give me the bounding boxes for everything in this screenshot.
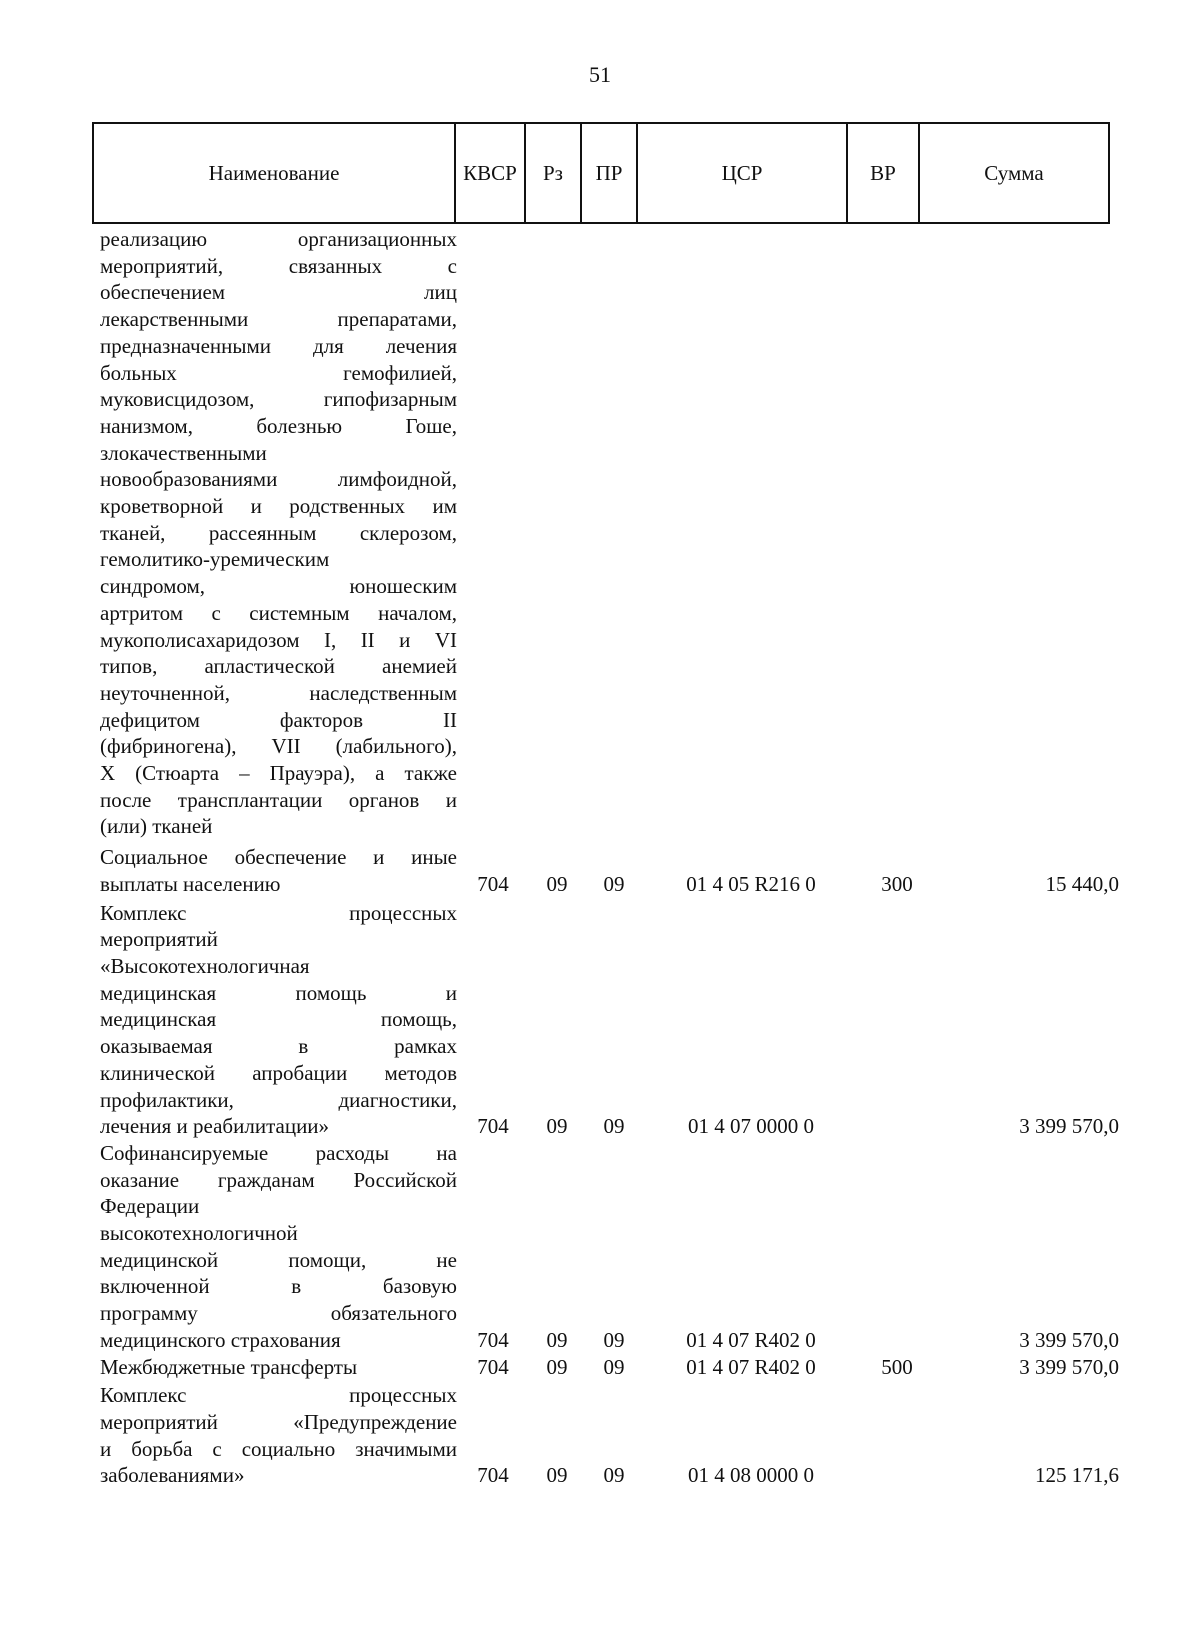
row-name xyxy=(92,1140,457,1354)
row-kvsr: 704 xyxy=(477,871,509,896)
row-name-line: кроветворной и родственных им xyxy=(100,494,457,519)
table-row xyxy=(92,1140,1142,1354)
row-name-line: новообразованиями лимфоидной, xyxy=(100,467,457,492)
row-sum: 3 399 570,0 xyxy=(1019,1354,1119,1379)
row-csr: 01 4 07 0000 0 xyxy=(688,1114,814,1139)
row-kvsr: 704 xyxy=(477,1114,509,1139)
row-name-line: мероприятий «Предупреждение xyxy=(100,1409,457,1434)
row-name-line: муковисцидозом, гипофизарным xyxy=(100,387,457,412)
row-name xyxy=(92,226,457,840)
header-csr: ЦСР xyxy=(637,123,847,223)
row-name-line: медицинская помощь, xyxy=(100,1007,457,1032)
header-name: Наименование xyxy=(93,123,455,223)
row-name-line: дефицитом факторов II xyxy=(100,707,457,732)
row-sum: 3 399 570,0 xyxy=(1019,1114,1119,1139)
row-name-line: «Высокотехнологичная xyxy=(100,953,310,978)
row-pr: 09 xyxy=(603,1114,625,1139)
row-name xyxy=(92,1382,457,1489)
row-name xyxy=(92,900,457,1140)
row-name-line: выплаты населению xyxy=(100,871,281,896)
row-name-line: мероприятий xyxy=(100,927,218,952)
row-sum: 3 399 570,0 xyxy=(1019,1327,1119,1352)
row-name xyxy=(92,844,457,897)
header-rz: Рз xyxy=(525,123,581,223)
row-name-line: гемолитико-уремическим xyxy=(100,547,330,572)
row-name-line: предназначенными для лечения xyxy=(100,333,457,358)
row-name xyxy=(92,1354,457,1381)
row-vr: 300 xyxy=(881,871,913,896)
row-name-line: программу обязательного xyxy=(100,1301,457,1326)
row-name-line: тканей, рассеянным склерозом, xyxy=(100,520,457,545)
row-name-line: медицинской помощи, не xyxy=(100,1247,457,1272)
table-header xyxy=(92,122,1110,224)
header-kvsr: КВСР xyxy=(455,123,525,223)
row-name-line: лекарственными препаратами, xyxy=(100,307,457,332)
row-name-line: нанизмом, болезнью Гоше, xyxy=(100,413,457,438)
row-pr: 09 xyxy=(603,871,625,896)
row-name-line: реализацию организационных xyxy=(100,227,457,251)
table-row xyxy=(92,844,1142,897)
row-rz: 09 xyxy=(546,1354,568,1379)
row-name-line: обеспечением лиц xyxy=(100,280,457,305)
row-name-line: артритом с системным началом, xyxy=(100,600,457,625)
row-name-line: больных гемофилией, xyxy=(100,360,457,385)
header-sum: Сумма xyxy=(919,123,1109,223)
row-rz: 09 xyxy=(546,1327,568,1352)
row-name-line: Межбюджетные трансферты xyxy=(100,1354,358,1379)
row-name-line: включенной в базовую xyxy=(100,1274,457,1299)
row-name-line: злокачественными xyxy=(100,440,267,465)
row-rz: 09 xyxy=(546,1114,568,1139)
row-name-line: и борьба с социально значимыми xyxy=(100,1436,457,1461)
row-name-line: лечения и реабилитации» xyxy=(100,1114,330,1139)
header-vr: ВР xyxy=(847,123,919,223)
row-kvsr: 704 xyxy=(477,1354,509,1379)
row-pr: 09 xyxy=(603,1354,625,1379)
table-row xyxy=(92,900,1142,1140)
row-name-line: X (Стюарта – Прауэра), а также xyxy=(100,761,457,786)
row-csr: 01 4 05 R216 0 xyxy=(686,871,816,896)
row-name-line: типов, апластической анемией xyxy=(100,654,457,679)
row-csr: 01 4 08 0000 0 xyxy=(688,1463,814,1488)
row-vr: 500 xyxy=(881,1354,913,1379)
table-row xyxy=(92,226,1142,840)
row-name-line: заболеваниями» xyxy=(100,1463,245,1488)
row-name-line: Федерации xyxy=(100,1194,200,1219)
header-pr: ПР xyxy=(581,123,637,223)
row-name-line: мукополисахаридозом I, II и VI xyxy=(100,627,457,652)
row-pr: 09 xyxy=(603,1327,625,1352)
row-name-line: оказываемая в рамках xyxy=(100,1034,457,1059)
row-name-line: после трансплантации органов и xyxy=(100,787,457,812)
row-name-line: медицинского страхования xyxy=(100,1327,341,1352)
row-name-line: высокотехнологичной xyxy=(100,1221,298,1246)
row-name-line: (или) тканей xyxy=(100,814,213,839)
row-csr: 01 4 07 R402 0 xyxy=(686,1327,816,1352)
row-kvsr: 704 xyxy=(477,1327,509,1352)
row-rz: 09 xyxy=(546,871,568,896)
row-name-line: (фибриногена), VII (лабильного), xyxy=(100,734,457,759)
row-name-line: неуточненной, наследственным xyxy=(100,680,457,705)
row-name-line: профилактики, диагностики, xyxy=(100,1087,457,1112)
row-name-line: Социальное обеспечение и иные xyxy=(100,845,457,870)
table-body xyxy=(92,226,1142,1489)
row-pr: 09 xyxy=(603,1463,625,1488)
row-name-line: мероприятий, связанных с xyxy=(100,253,457,278)
row-name-line: Комплекс процессных xyxy=(100,1383,457,1408)
page-number: 51 xyxy=(589,62,611,87)
row-sum: 125 171,6 xyxy=(1035,1463,1119,1488)
row-name-line: медицинская помощь и xyxy=(100,980,457,1005)
table-row xyxy=(92,1354,1142,1381)
row-kvsr: 704 xyxy=(477,1463,509,1488)
row-name-line: клинической апробации методов xyxy=(100,1060,457,1085)
row-name-line: Комплекс процессных xyxy=(100,900,457,925)
row-rz: 09 xyxy=(546,1463,568,1488)
row-csr: 01 4 07 R402 0 xyxy=(686,1354,816,1379)
table-row xyxy=(92,1382,1142,1489)
row-name-line: оказание гражданам Российской xyxy=(100,1167,457,1192)
row-name-line: синдромом, юношеским xyxy=(100,574,457,599)
row-name-line: Софинансируемые расходы на xyxy=(100,1140,457,1165)
row-sum: 15 440,0 xyxy=(1045,871,1119,896)
